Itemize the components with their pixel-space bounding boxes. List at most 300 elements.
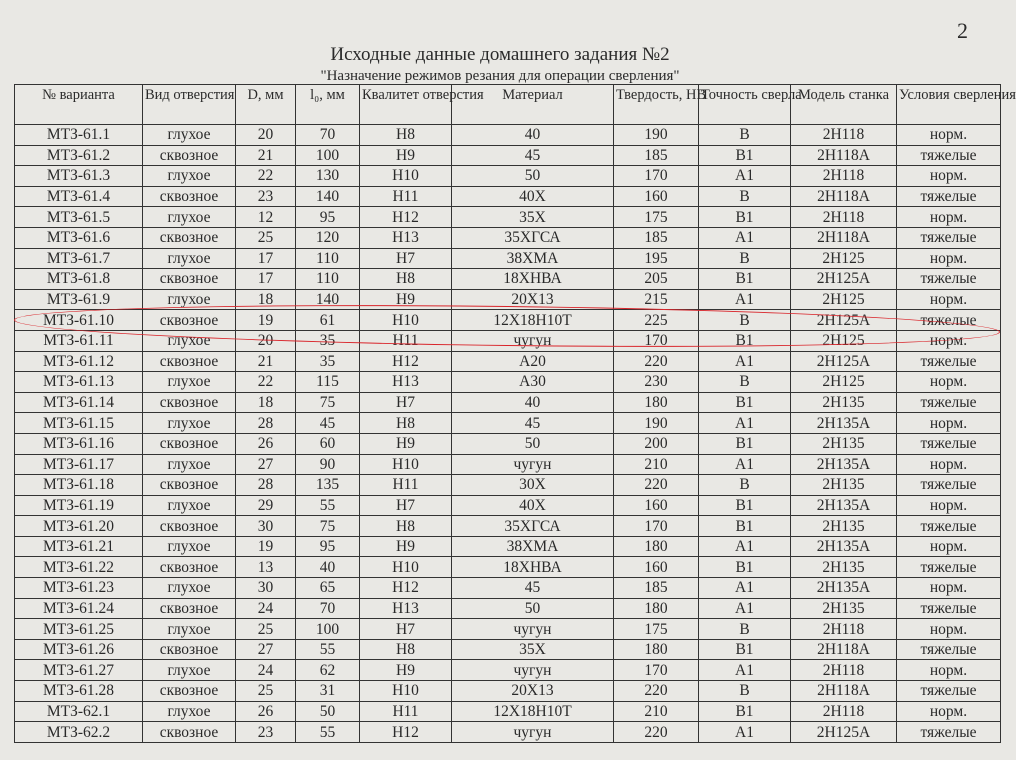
machine-model-cell: 2Н125А <box>791 722 897 743</box>
depth-cell: 35 <box>296 330 360 351</box>
conditions-cell: тяжелые <box>897 186 1001 207</box>
hole-type-cell: сквозное <box>143 557 236 578</box>
depth-cell: 35 <box>296 351 360 372</box>
hardness-cell: 160 <box>614 186 699 207</box>
tolerance-cell: Н11 <box>360 186 452 207</box>
hardness-cell: 180 <box>614 639 699 660</box>
hardness-cell: 160 <box>614 495 699 516</box>
hardness-cell: 220 <box>614 681 699 702</box>
material-cell: 35Х <box>452 207 614 228</box>
header-machine-model: Модель станка <box>791 85 897 125</box>
tolerance-cell: Н11 <box>360 701 452 722</box>
hole-type-cell: глухое <box>143 454 236 475</box>
tolerance-cell: Н12 <box>360 578 452 599</box>
material-cell: 18ХНВА <box>452 557 614 578</box>
depth-cell: 140 <box>296 289 360 310</box>
table-row <box>15 454 1001 475</box>
diameter-cell: 22 <box>236 166 296 187</box>
variant-cell: МТЗ-61.10 <box>15 310 143 331</box>
hardness-cell: 220 <box>614 475 699 496</box>
depth-cell: 115 <box>296 372 360 393</box>
header-tolerance: Квалитет отверстия <box>360 85 452 125</box>
hardness-cell: 170 <box>614 660 699 681</box>
header-depth: l₀, мм <box>296 85 360 125</box>
machine-model-cell: 2Н118 <box>791 207 897 228</box>
material-cell: 45 <box>452 145 614 166</box>
diameter-cell: 12 <box>236 207 296 228</box>
diameter-cell: 26 <box>236 433 296 454</box>
hole-type-cell: глухое <box>143 578 236 599</box>
variant-cell: МТЗ-61.19 <box>15 495 143 516</box>
hole-type-cell: глухое <box>143 330 236 351</box>
diameter-cell: 25 <box>236 681 296 702</box>
machine-model-cell: 2Н118А <box>791 681 897 702</box>
diameter-cell: 20 <box>236 330 296 351</box>
machine-model-cell: 2Н118А <box>791 227 897 248</box>
drill-accuracy-cell: А1 <box>699 351 791 372</box>
material-cell: чугун <box>452 619 614 640</box>
hole-type-cell: сквозное <box>143 722 236 743</box>
tolerance-cell: Н11 <box>360 475 452 496</box>
drill-accuracy-cell: В <box>699 248 791 269</box>
material-cell: 35Х <box>452 639 614 660</box>
conditions-cell: тяжелые <box>897 516 1001 537</box>
machine-model-cell: 2Н135А <box>791 454 897 475</box>
conditions-cell: тяжелые <box>897 269 1001 290</box>
depth-cell: 55 <box>296 722 360 743</box>
material-cell: 38ХМА <box>452 536 614 557</box>
depth-cell: 95 <box>296 536 360 557</box>
hole-type-cell: сквозное <box>143 392 236 413</box>
machine-model-cell: 2Н118 <box>791 660 897 681</box>
depth-cell: 40 <box>296 557 360 578</box>
drill-accuracy-cell: А1 <box>699 413 791 434</box>
hole-type-cell: сквозное <box>143 269 236 290</box>
conditions-cell: тяжелые <box>897 722 1001 743</box>
drill-accuracy-cell: В <box>699 681 791 702</box>
diameter-cell: 24 <box>236 598 296 619</box>
depth-cell: 55 <box>296 639 360 660</box>
variant-cell: МТЗ-61.15 <box>15 413 143 434</box>
hardness-cell: 205 <box>614 269 699 290</box>
depth-cell: 90 <box>296 454 360 475</box>
hole-type-cell: глухое <box>143 660 236 681</box>
depth-cell: 75 <box>296 392 360 413</box>
table-row <box>15 619 1001 640</box>
hole-type-cell: сквозное <box>143 433 236 454</box>
variant-cell: МТЗ-62.1 <box>15 701 143 722</box>
hardness-cell: 185 <box>614 145 699 166</box>
variant-cell: МТЗ-61.18 <box>15 475 143 496</box>
machine-model-cell: 2Н118А <box>791 186 897 207</box>
diameter-cell: 27 <box>236 639 296 660</box>
drill-accuracy-cell: В <box>699 619 791 640</box>
machine-model-cell: 2Н125 <box>791 248 897 269</box>
table-row <box>15 125 1001 146</box>
machine-model-cell: 2Н135 <box>791 557 897 578</box>
diameter-cell: 13 <box>236 557 296 578</box>
diameter-cell: 19 <box>236 536 296 557</box>
table-row <box>15 516 1001 537</box>
conditions-cell: норм. <box>897 495 1001 516</box>
material-cell: 35ХГСА <box>452 227 614 248</box>
variant-cell: МТЗ-61.12 <box>15 351 143 372</box>
depth-cell: 65 <box>296 578 360 599</box>
machine-model-cell: 2Н118 <box>791 166 897 187</box>
drill-accuracy-cell: В <box>699 475 791 496</box>
conditions-cell: норм. <box>897 660 1001 681</box>
hardness-cell: 175 <box>614 207 699 228</box>
tolerance-cell: Н12 <box>360 722 452 743</box>
diameter-cell: 18 <box>236 289 296 310</box>
hole-type-cell: глухое <box>143 289 236 310</box>
depth-cell: 61 <box>296 310 360 331</box>
diameter-cell: 21 <box>236 351 296 372</box>
hardness-cell: 180 <box>614 392 699 413</box>
variant-cell: МТЗ-61.9 <box>15 289 143 310</box>
machine-model-cell: 2Н135 <box>791 475 897 496</box>
hardness-cell: 180 <box>614 598 699 619</box>
machine-model-cell: 2Н118А <box>791 145 897 166</box>
material-cell: 12Х18Н10Т <box>452 701 614 722</box>
table-row <box>15 289 1001 310</box>
tolerance-cell: Н9 <box>360 536 452 557</box>
depth-cell: 110 <box>296 248 360 269</box>
header-hole-type: Вид отверстия <box>143 85 236 125</box>
material-cell: 18ХНВА <box>452 269 614 290</box>
table-row <box>15 598 1001 619</box>
table-row <box>15 227 1001 248</box>
conditions-cell: тяжелые <box>897 310 1001 331</box>
hardness-cell: 230 <box>614 372 699 393</box>
diameter-cell: 17 <box>236 269 296 290</box>
depth-cell: 45 <box>296 413 360 434</box>
drill-accuracy-cell: А1 <box>699 536 791 557</box>
tolerance-cell: Н13 <box>360 598 452 619</box>
conditions-cell: норм. <box>897 207 1001 228</box>
hardness-cell: 170 <box>614 166 699 187</box>
hole-type-cell: глухое <box>143 619 236 640</box>
header-drill-accuracy: Точность сверла <box>699 85 791 125</box>
variant-cell: МТЗ-61.21 <box>15 536 143 557</box>
drill-accuracy-cell: А1 <box>699 722 791 743</box>
depth-cell: 120 <box>296 227 360 248</box>
drill-accuracy-cell: В1 <box>699 433 791 454</box>
document-subtitle: "Назначение режимов резания для операции сверления" <box>320 68 680 84</box>
variant-cell: МТЗ-61.28 <box>15 681 143 702</box>
variant-cell: МТЗ-61.27 <box>15 660 143 681</box>
variant-cell: МТЗ-62.2 <box>15 722 143 743</box>
depth-cell: 31 <box>296 681 360 702</box>
hole-type-cell: глухое <box>143 413 236 434</box>
tolerance-cell: Н11 <box>360 330 452 351</box>
variants-table <box>14 84 1016 743</box>
diameter-cell: 30 <box>236 516 296 537</box>
variant-cell: МТЗ-61.11 <box>15 330 143 351</box>
variant-cell: МТЗ-61.24 <box>15 598 143 619</box>
table-row <box>15 722 1001 743</box>
material-cell: 45 <box>452 578 614 599</box>
diameter-cell: 23 <box>236 186 296 207</box>
hole-type-cell: глухое <box>143 248 236 269</box>
table-row <box>15 495 1001 516</box>
diameter-cell: 30 <box>236 578 296 599</box>
machine-model-cell: 2Н135А <box>791 536 897 557</box>
conditions-cell: норм. <box>897 701 1001 722</box>
hardness-cell: 220 <box>614 351 699 372</box>
hardness-cell: 200 <box>614 433 699 454</box>
tolerance-cell: Н10 <box>360 166 452 187</box>
machine-model-cell: 2Н135 <box>791 516 897 537</box>
hardness-cell: 190 <box>614 413 699 434</box>
table-row <box>15 557 1001 578</box>
depth-cell: 100 <box>296 145 360 166</box>
drill-accuracy-cell: В1 <box>699 516 791 537</box>
hole-type-cell: сквозное <box>143 186 236 207</box>
tolerance-cell: Н9 <box>360 660 452 681</box>
variant-cell: МТЗ-61.2 <box>15 145 143 166</box>
tolerance-cell: Н10 <box>360 681 452 702</box>
tolerance-cell: Н9 <box>360 433 452 454</box>
hole-type-cell: глухое <box>143 495 236 516</box>
depth-cell: 70 <box>296 598 360 619</box>
diameter-cell: 22 <box>236 372 296 393</box>
conditions-cell: норм. <box>897 578 1001 599</box>
hole-type-cell: глухое <box>143 536 236 557</box>
table-row <box>15 269 1001 290</box>
drill-accuracy-cell: А1 <box>699 454 791 475</box>
material-cell: чугун <box>452 660 614 681</box>
conditions-cell: норм. <box>897 454 1001 475</box>
table-row <box>15 207 1001 228</box>
table-row <box>15 701 1001 722</box>
hole-type-cell: сквозное <box>143 475 236 496</box>
material-cell: 40 <box>452 125 614 146</box>
material-cell: 40Х <box>452 495 614 516</box>
material-cell: 50 <box>452 166 614 187</box>
tolerance-cell: Н13 <box>360 227 452 248</box>
hardness-cell: 215 <box>614 289 699 310</box>
drill-accuracy-cell: В <box>699 186 791 207</box>
drill-accuracy-cell: В <box>699 310 791 331</box>
drill-accuracy-cell: В1 <box>699 557 791 578</box>
header-drilling-conditions: Условия сверления <box>897 85 1001 125</box>
tolerance-cell: Н7 <box>360 495 452 516</box>
hardness-cell: 175 <box>614 619 699 640</box>
tolerance-cell: Н8 <box>360 269 452 290</box>
drill-accuracy-cell: В <box>699 372 791 393</box>
tolerance-cell: Н12 <box>360 207 452 228</box>
machine-model-cell: 2Н125 <box>791 372 897 393</box>
variant-cell: МТЗ-61.14 <box>15 392 143 413</box>
table-row <box>15 660 1001 681</box>
machine-model-cell: 2Н135 <box>791 392 897 413</box>
hole-type-cell: глухое <box>143 166 236 187</box>
table-row <box>15 248 1001 269</box>
hardness-cell: 170 <box>614 516 699 537</box>
depth-cell: 62 <box>296 660 360 681</box>
hole-type-cell: сквозное <box>143 639 236 660</box>
diameter-cell: 28 <box>236 413 296 434</box>
conditions-cell: тяжелые <box>897 433 1001 454</box>
conditions-cell: норм. <box>897 166 1001 187</box>
hardness-cell: 190 <box>614 125 699 146</box>
hole-type-cell: сквозное <box>143 516 236 537</box>
drill-accuracy-cell: В1 <box>699 269 791 290</box>
table-row <box>15 310 1001 331</box>
header-material: Материал <box>452 85 614 125</box>
variant-cell: МТЗ-61.16 <box>15 433 143 454</box>
hole-type-cell: глухое <box>143 701 236 722</box>
material-cell: 45 <box>452 413 614 434</box>
hole-type-cell: сквозное <box>143 681 236 702</box>
material-cell: 50 <box>452 598 614 619</box>
header-diameter: D, мм <box>236 85 296 125</box>
conditions-cell: тяжелые <box>897 475 1001 496</box>
table-row <box>15 166 1001 187</box>
conditions-cell: тяжелые <box>897 639 1001 660</box>
conditions-cell: норм. <box>897 125 1001 146</box>
drill-accuracy-cell: В1 <box>699 701 791 722</box>
material-cell: 40 <box>452 392 614 413</box>
drill-accuracy-cell: А1 <box>699 578 791 599</box>
diameter-cell: 19 <box>236 310 296 331</box>
conditions-cell: норм. <box>897 619 1001 640</box>
conditions-cell: тяжелые <box>897 351 1001 372</box>
drill-accuracy-cell: В1 <box>699 330 791 351</box>
table-row <box>15 639 1001 660</box>
depth-cell: 140 <box>296 186 360 207</box>
hardness-cell: 195 <box>614 248 699 269</box>
conditions-cell: норм. <box>897 536 1001 557</box>
variant-cell: МТЗ-61.8 <box>15 269 143 290</box>
table-row <box>15 351 1001 372</box>
tolerance-cell: Н10 <box>360 310 452 331</box>
depth-cell: 135 <box>296 475 360 496</box>
variant-cell: МТЗ-61.3 <box>15 166 143 187</box>
table-row <box>15 372 1001 393</box>
hardness-cell: 220 <box>614 722 699 743</box>
material-cell: 20Х13 <box>452 289 614 310</box>
table-header-row <box>15 85 1001 125</box>
conditions-cell: норм. <box>897 248 1001 269</box>
drill-accuracy-cell: А1 <box>699 660 791 681</box>
tolerance-cell: Н8 <box>360 413 452 434</box>
drill-accuracy-cell: В1 <box>699 145 791 166</box>
machine-model-cell: 2Н118 <box>791 701 897 722</box>
variant-cell: МТЗ-61.1 <box>15 125 143 146</box>
material-cell: чугун <box>452 722 614 743</box>
hardness-cell: 185 <box>614 578 699 599</box>
tolerance-cell: Н8 <box>360 125 452 146</box>
drill-accuracy-cell: В1 <box>699 207 791 228</box>
material-cell: 20Х13 <box>452 681 614 702</box>
machine-model-cell: 2Н118 <box>791 619 897 640</box>
hardness-cell: 225 <box>614 310 699 331</box>
conditions-cell: тяжелые <box>897 598 1001 619</box>
material-cell: А30 <box>452 372 614 393</box>
variant-cell: МТЗ-61.6 <box>15 227 143 248</box>
depth-cell: 130 <box>296 166 360 187</box>
hole-type-cell: сквозное <box>143 310 236 331</box>
diameter-cell: 26 <box>236 701 296 722</box>
tolerance-cell: Н10 <box>360 454 452 475</box>
machine-model-cell: 2Н135А <box>791 578 897 599</box>
variant-cell: МТЗ-61.17 <box>15 454 143 475</box>
hardness-cell: 170 <box>614 330 699 351</box>
material-cell: 30Х <box>452 475 614 496</box>
diameter-cell: 24 <box>236 660 296 681</box>
hardness-cell: 210 <box>614 454 699 475</box>
conditions-cell: тяжелые <box>897 557 1001 578</box>
drill-accuracy-cell: А1 <box>699 227 791 248</box>
conditions-cell: тяжелые <box>897 681 1001 702</box>
tolerance-cell: Н9 <box>360 289 452 310</box>
variant-cell: МТЗ-61.5 <box>15 207 143 228</box>
material-cell: чугун <box>452 454 614 475</box>
page-number: 2 <box>957 18 968 43</box>
table-row <box>15 392 1001 413</box>
table-row <box>15 330 1001 351</box>
table-row <box>15 578 1001 599</box>
tolerance-cell: Н7 <box>360 248 452 269</box>
material-cell: чугун <box>452 330 614 351</box>
diameter-cell: 21 <box>236 145 296 166</box>
variant-cell: МТЗ-61.13 <box>15 372 143 393</box>
table-row <box>15 413 1001 434</box>
diameter-cell: 20 <box>236 125 296 146</box>
drill-accuracy-cell: В1 <box>699 639 791 660</box>
variant-cell: МТЗ-61.22 <box>15 557 143 578</box>
depth-cell: 100 <box>296 619 360 640</box>
variant-cell: МТЗ-61.25 <box>15 619 143 640</box>
machine-model-cell: 2Н125А <box>791 310 897 331</box>
drill-accuracy-cell: А1 <box>699 289 791 310</box>
table-row <box>15 681 1001 702</box>
depth-cell: 110 <box>296 269 360 290</box>
diameter-cell: 17 <box>236 248 296 269</box>
tolerance-cell: Н7 <box>360 619 452 640</box>
hardness-cell: 210 <box>614 701 699 722</box>
tolerance-cell: Н8 <box>360 516 452 537</box>
diameter-cell: 28 <box>236 475 296 496</box>
drill-accuracy-cell: В1 <box>699 392 791 413</box>
diameter-cell: 25 <box>236 619 296 640</box>
hole-type-cell: глухое <box>143 372 236 393</box>
machine-model-cell: 2Н135 <box>791 433 897 454</box>
variant-cell: МТЗ-61.4 <box>15 186 143 207</box>
depth-cell: 55 <box>296 495 360 516</box>
material-cell: 12Х18Н10Т <box>452 310 614 331</box>
tolerance-cell: Н8 <box>360 639 452 660</box>
machine-model-cell: 2Н125А <box>791 269 897 290</box>
drill-accuracy-cell: В1 <box>699 495 791 516</box>
depth-cell: 75 <box>296 516 360 537</box>
diameter-cell: 25 <box>236 227 296 248</box>
hole-type-cell: сквозное <box>143 227 236 248</box>
conditions-cell: норм. <box>897 372 1001 393</box>
tolerance-cell: Н10 <box>360 557 452 578</box>
tolerance-cell: Н9 <box>360 145 452 166</box>
depth-cell: 50 <box>296 701 360 722</box>
conditions-cell: норм. <box>897 289 1001 310</box>
drill-accuracy-cell: В <box>699 125 791 146</box>
header-variant: № варианта <box>15 85 143 125</box>
hardness-cell: 185 <box>614 227 699 248</box>
tolerance-cell: Н7 <box>360 392 452 413</box>
machine-model-cell: 2Н125А <box>791 351 897 372</box>
hole-type-cell: глухое <box>143 125 236 146</box>
